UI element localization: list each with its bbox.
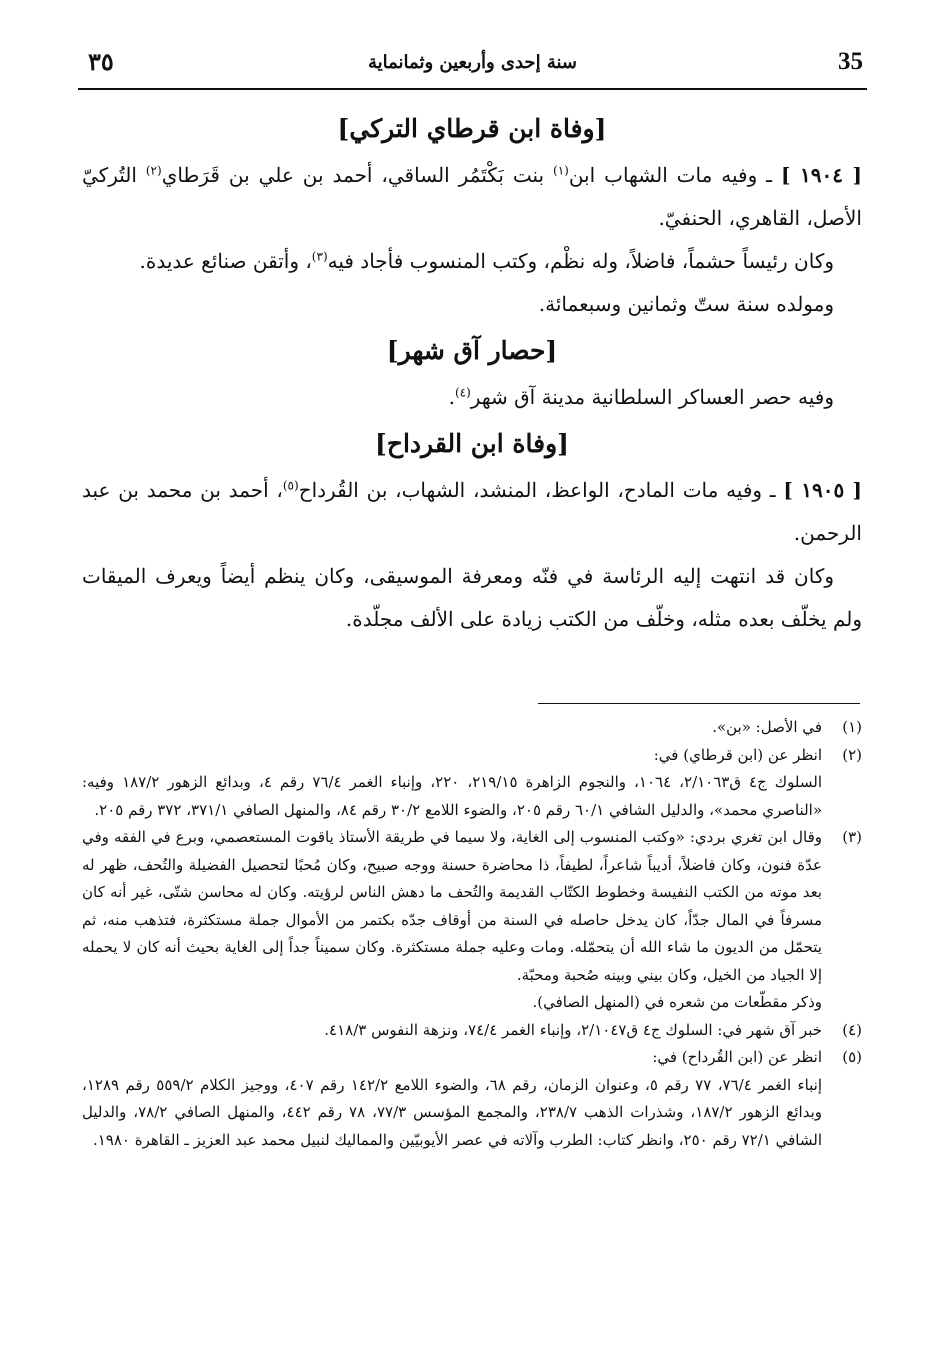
running-header <box>78 40 867 84</box>
entry-1905-text-a: ـ وفيه مات المادح، الواعظ، المنشد، الشهاب، بن القُرداح <box>298 478 776 502</box>
section-heading-siege-aqshahr: [حصار آق شهر] <box>386 336 558 365</box>
footnote-text: وقال ابن تغري بردي: «وكتب المنسوب إلى الغاية، ولا سيما في طريقة الأستاذ ياقوت المستعصمي، وبرع في الفقه وفي عدّة فنون، وكان فاضلاً، أديباً شاعراً، لطيفاً، ذا محاضرة حسنة ووجه صبيح، وكان مُحبًا لتحصيل الفضيلة والتُحف، ظهر له بعد موته من الكتب النفيسة وخطوط الكتّاب القديمة والتُحف ما دهش الناس لرؤيته. وكان له محاسن شتّى، غير أنه كان مسرفاً في المال جدّاً، كان يدخل حاصله في السنة من أوقاف جدّه بكتمر من الأموال جملة مستكثرة، فتذهب منه، ثم يتحمّل من الديون ما شاء الله أن يتحمّله. ومات وعليه جملة مستكثرة. وكان سميناً جداً إلى الغاية بحيث أنه كان لا يحمله إلا الجياد من الخيل، وكان بيني وبينه صُحبة ومحبّة. <box>82 828 822 984</box>
entry-1904-text-d: وكان رئيساً حشماً، فاضلاً، وله نظْم، وكتب المنسوب فأجاد فيه <box>327 249 834 273</box>
siege-paragraph <box>82 376 862 419</box>
entry-1904-description <box>82 240 862 283</box>
footnote-mark: (١) <box>842 718 862 736</box>
footnote-mark: (٤) <box>842 1020 862 1039</box>
footnotes <box>82 714 862 1154</box>
footnote-5 <box>82 1044 862 1154</box>
page-number-latin: 35 <box>838 48 863 75</box>
entry-number-1904: [ ١٩٠٤ ] <box>781 163 862 187</box>
entry-1904-paragraph <box>82 154 862 240</box>
footnote-1 <box>82 714 862 742</box>
footnote-text: انظر عن (ابن قرطاي) في: <box>653 745 822 764</box>
entry-1904-birth: ومولده سنة ستّ وثمانين وسبعمائة. <box>538 292 834 316</box>
footnote-text: في الأصل: «بن». <box>712 718 822 736</box>
footnote-separator <box>538 703 860 704</box>
footnote-continuation: وذكر مقطّعات من شعره في (المنهل الصافي). <box>532 993 822 1011</box>
footnote-2 <box>82 742 862 825</box>
footnote-4 <box>82 1017 862 1045</box>
footnote-text: خبر آق شهر في: السلوك ج٤ ق٢/١٠٤٧، وإنباء الغمر ٧٤/٤، ونزهة النفوس ٤١٨/٣. <box>324 1020 822 1039</box>
entry-1905-paragraph <box>82 469 862 555</box>
main-text <box>82 104 862 641</box>
footnote-ref-3: (٣) <box>311 249 328 264</box>
footnote-mark: (٥) <box>842 1048 862 1066</box>
entry-1904-text-b: بنت بَكْتَمُر الساقي، أحمد بن علي بن قَرَطاي <box>161 163 553 187</box>
entry-1905-text-b: ، أحمد بن محمد بن عبد الرحمن. <box>82 478 862 545</box>
section-heading-ibn-qurtay: [وفاة ابن قرطاي التركي] <box>337 114 607 143</box>
entry-1905-description: وكان قد انتهت إليه الرئاسة في فنّه ومعرفة الموسيقى، وكان ينظم أيضاً ويعرف الميقات ولم يخلّف بعده مثله، وخلّف من الكتب زيادة على الألف مجلّدة. <box>82 564 862 631</box>
footnote-mark: (٢) <box>842 745 862 764</box>
footnote-ref-4: (٤) <box>454 385 471 400</box>
footnote-ref-1: (١) <box>553 163 569 178</box>
footnote-continuation: إنباء الغمر ٧٦/٤، ٧٧ رقم ٥، وعنوان الزمان، رقم ٦٨، والضوء اللامع ١٤٢/٢ رقم ٤٠٧، ووجيز الكلام ٥٥٩/٢ رقم ١٢٨٩، وبدائع الزهور ١٨٧/٢، وشذرات الذهب ٢٣٨/٧، والمجمع المؤسس ٧٧/٣، ٧٨ رقم ٤٤٢، والمنهل الصافي ٧٨/٢، والدليل الشافي ٧٢/١ رقم ٢٥٠، وانظر كتاب: الطرب وآلاته في عصر الأيوبيّين والمماليك لنبيل محمد عبد العزيز ـ القاهرة ١٩٨٠. <box>82 1075 823 1149</box>
section-heading-ibn-qurdah: [وفاة ابن القرداح] <box>375 429 569 458</box>
footnote-mark: (٣) <box>842 828 862 846</box>
entry-1904-text-e: ، وأتقن صنائع عديدة. <box>139 249 312 273</box>
entry-1904-text-c: التُركيّ الأصل، القاهري، الحنفيّ. <box>82 163 862 230</box>
footnote-3 <box>82 824 862 1017</box>
footnote-text: انظر عن (ابن القُرداح) في: <box>652 1048 822 1066</box>
footnote-continuation: السلوك ج٤ ق٢/١٠٦٣، ١٠٦٤، والنجوم الزاهرة ٢١٩/١٥، ٢٢٠، وإنباء الغمر ٧٦/٤ رقم ٤، وبدائع الزهور ١٨٧/٢ وفيه: «الناصري محمد»، والدليل الشافي ٦٠/١ رقم ٢٠٥، والضوء اللامع ٣٠/٢ رقم ٨٤، والمنهل الصافي ٣٧١/١، ٣٧٢ رقم ٢٠٥. <box>82 773 822 819</box>
siege-text-a: وفيه حصر العساكر السلطانية مدينة آق شهر <box>470 385 834 409</box>
footnote-ref-2: (٢) <box>145 163 162 178</box>
siege-text-b: . <box>448 385 455 409</box>
entry-number-1905: [ ١٩٠٥ ] <box>783 478 862 502</box>
page-number-arabic: ٣٥ <box>88 47 114 76</box>
entry-1904-text-a: ـ وفيه مات الشهاب ابن <box>568 163 773 187</box>
footnote-ref-5: (٥) <box>282 478 299 493</box>
header-rule <box>78 88 867 90</box>
running-title: سنة إحدى وأربعين وثمانماية <box>368 52 577 73</box>
